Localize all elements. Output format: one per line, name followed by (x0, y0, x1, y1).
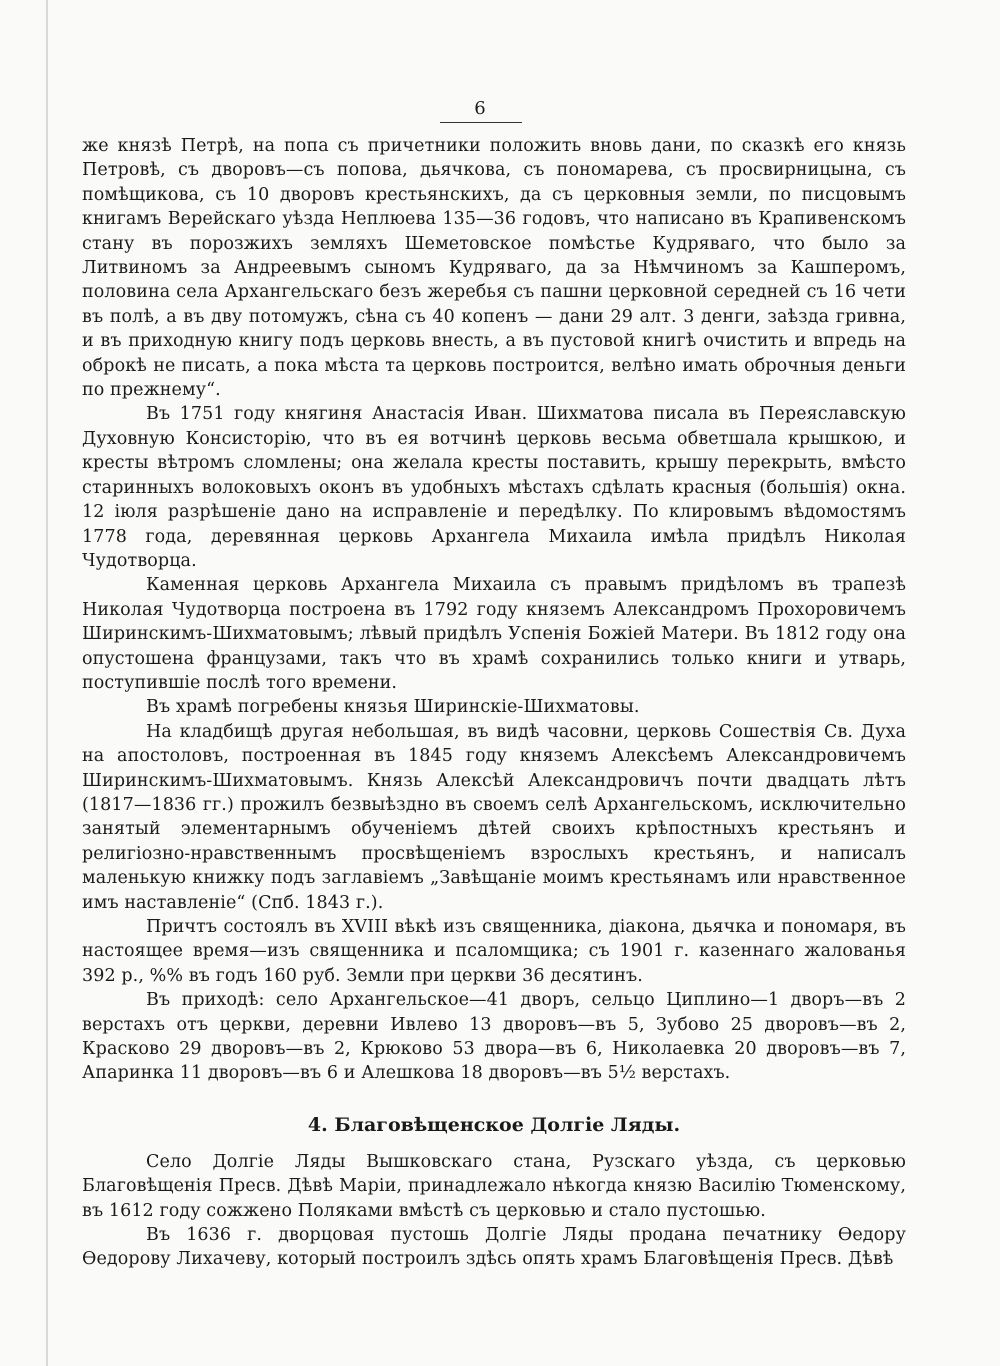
paragraph-1636-sale: Въ 1636 г. дворцовая пустошь Долгіе Ляды продана печатнику Ѳедору Ѳедорову Лихачеву, который построилъ здѣсь опять храмъ Благовѣщенія Пресв. Дѣвѣ (82, 1225, 906, 1270)
page-number-rule (440, 122, 522, 123)
paragraph-village-history: Село Долгіе Ляды Вышковскаго стана, Рузскаго уѣзда, съ церковью Благовѣщенія Пресв. Дѣвѣ Маріи, принадлежало нѣкогда князю Василію Тюменскому, въ 1612 году сожжено Поляками вмѣстѣ съ церковью и стало пустошью. (82, 1151, 906, 1221)
section-heading: 4. Благовѣщенское Долгіе Ляды. (307, 1113, 681, 1136)
paragraph-burials: Въ храмѣ погребены князья Ширинскіе-Шихматовы. (146, 697, 640, 718)
paragraph-continuation: же князѣ Петрѣ, на попа съ причетники положить вновь дани, по сказкѣ его князь Петровѣ, съ дворовъ—съ попова, дьячкова, съ пономарева, съ просвирницына, съ помѣщикова, съ 10 дворовъ крестьянскихъ, да съ церковныя земли, по писцовымъ книгамъ Верейскаго уѣзда Неплюева 135—36 годовъ, что написано въ Крапивенскомъ стану въ порозжихъ земляхъ Шеметовское помѣстье Кудряваго, что было за Литвиномъ за Андреевымъ сыномъ Кудряваго, да за Нѣмчиномъ за Кашперомъ, половина села Архангельскаго безъ жеребья съ пашни церковной середней съ 16 чети въ полѣ, а въ дву потомужъ, сѣна съ 40 копенъ — дани 29 алт. 3 денги, заѣзда гривна, и въ приходную книгу подъ церковь внесть, а въ пустовой книгѣ очистить и впредь на оброкѣ не писать, а пока мѣста та церковь построится, велѣно имать оброчныя деньги по прежнему“. (82, 136, 906, 401)
page-edge-shadow (46, 0, 48, 1366)
paragraph-parish: Въ приходѣ: село Архангельское—41 дворъ, сельцо Циплино—1 дворъ—въ 2 верстахъ отъ церкви, деревни Ивлево 13 дворовъ—въ 5, Зубово 25 дворовъ—въ 2, Красково 29 дворовъ—въ 2, Крюково 53 двора—въ 6, Николаевка 20 дворовъ—въ 7, Апаринка 11 дворовъ—въ 6 и Алешкова 18 дворовъ—въ 5½ верстахъ. (82, 990, 906, 1084)
paragraph-clergy: Причтъ состоялъ въ XVIII вѣкѣ изъ священника, діакона, дьячка и пономаря, въ настоящее время—изъ священника и псаломщика; съ 1901 г. казеннаго жалованья 392 р., %% въ годъ 160 руб. Земли при церкви 36 десятинъ. (82, 917, 906, 986)
paragraph-1751-repair: Въ 1751 году княгиня Анастасія Иван. Шихматова писала въ Переяславскую Духовную Консисторію, что въ ея вотчинѣ церковь весьма обветшала крышкою, и кресты вѣтромъ сломлены; она желала кресты поставить, крышу перекрыть, вмѣсто старинныхъ волоковыхъ оконъ въ удобныхъ мѣстахъ сдѣлать красныя (большія) окна. 12 іюля разрѣшеніе дано на исправленіе и передѣлку. По клировымъ вѣдомостямъ 1778 года, деревянная церковь Архангела Михаила имѣла придѣлъ Николая Чудотворца. (82, 404, 906, 571)
paragraph-stone-church: Каменная церковь Архангела Михаила съ правымъ придѣломъ въ трапезѣ Николая Чудотворца построена въ 1792 году княземъ Александромъ Прохоровичемъ Ширинскимъ-Шихматовымъ; лѣвый придѣлъ Успенія Божіей Матери. Въ 1812 году она опустошена французами, такъ что въ храмѣ сохранились только книги и утварь, поступившіе послѣ того времени. (82, 575, 906, 693)
body-text (82, 134, 906, 1272)
page-number: 6 (474, 98, 486, 119)
paragraph-cemetery-church: На кладбищѣ другая небольшая, въ видѣ часовни, церковь Сошествія Св. Духа на апостоловъ, построенная въ 1845 году княземъ Алексѣемъ Александровичемъ Ширинскимъ-Шихматовымъ. Князь Алексѣй Александровичъ почти двадцать лѣтъ (1817—1836 гг.) прожилъ безвыѣздно въ своемъ селѣ Архангельскомъ, исключительно занятый элементарнымъ обученіемъ дѣтей своихъ крѣпостныхъ крестьянъ и религіозно-нравственнымъ просвѣщеніемъ взрослыхъ крестьянъ, и написалъ маленькую книжку подъ заглавіемъ „Завѣщаніе моимъ крестьянамъ или нравственное имъ наставленіе“ (Спб. 1843 г.). (82, 721, 906, 913)
